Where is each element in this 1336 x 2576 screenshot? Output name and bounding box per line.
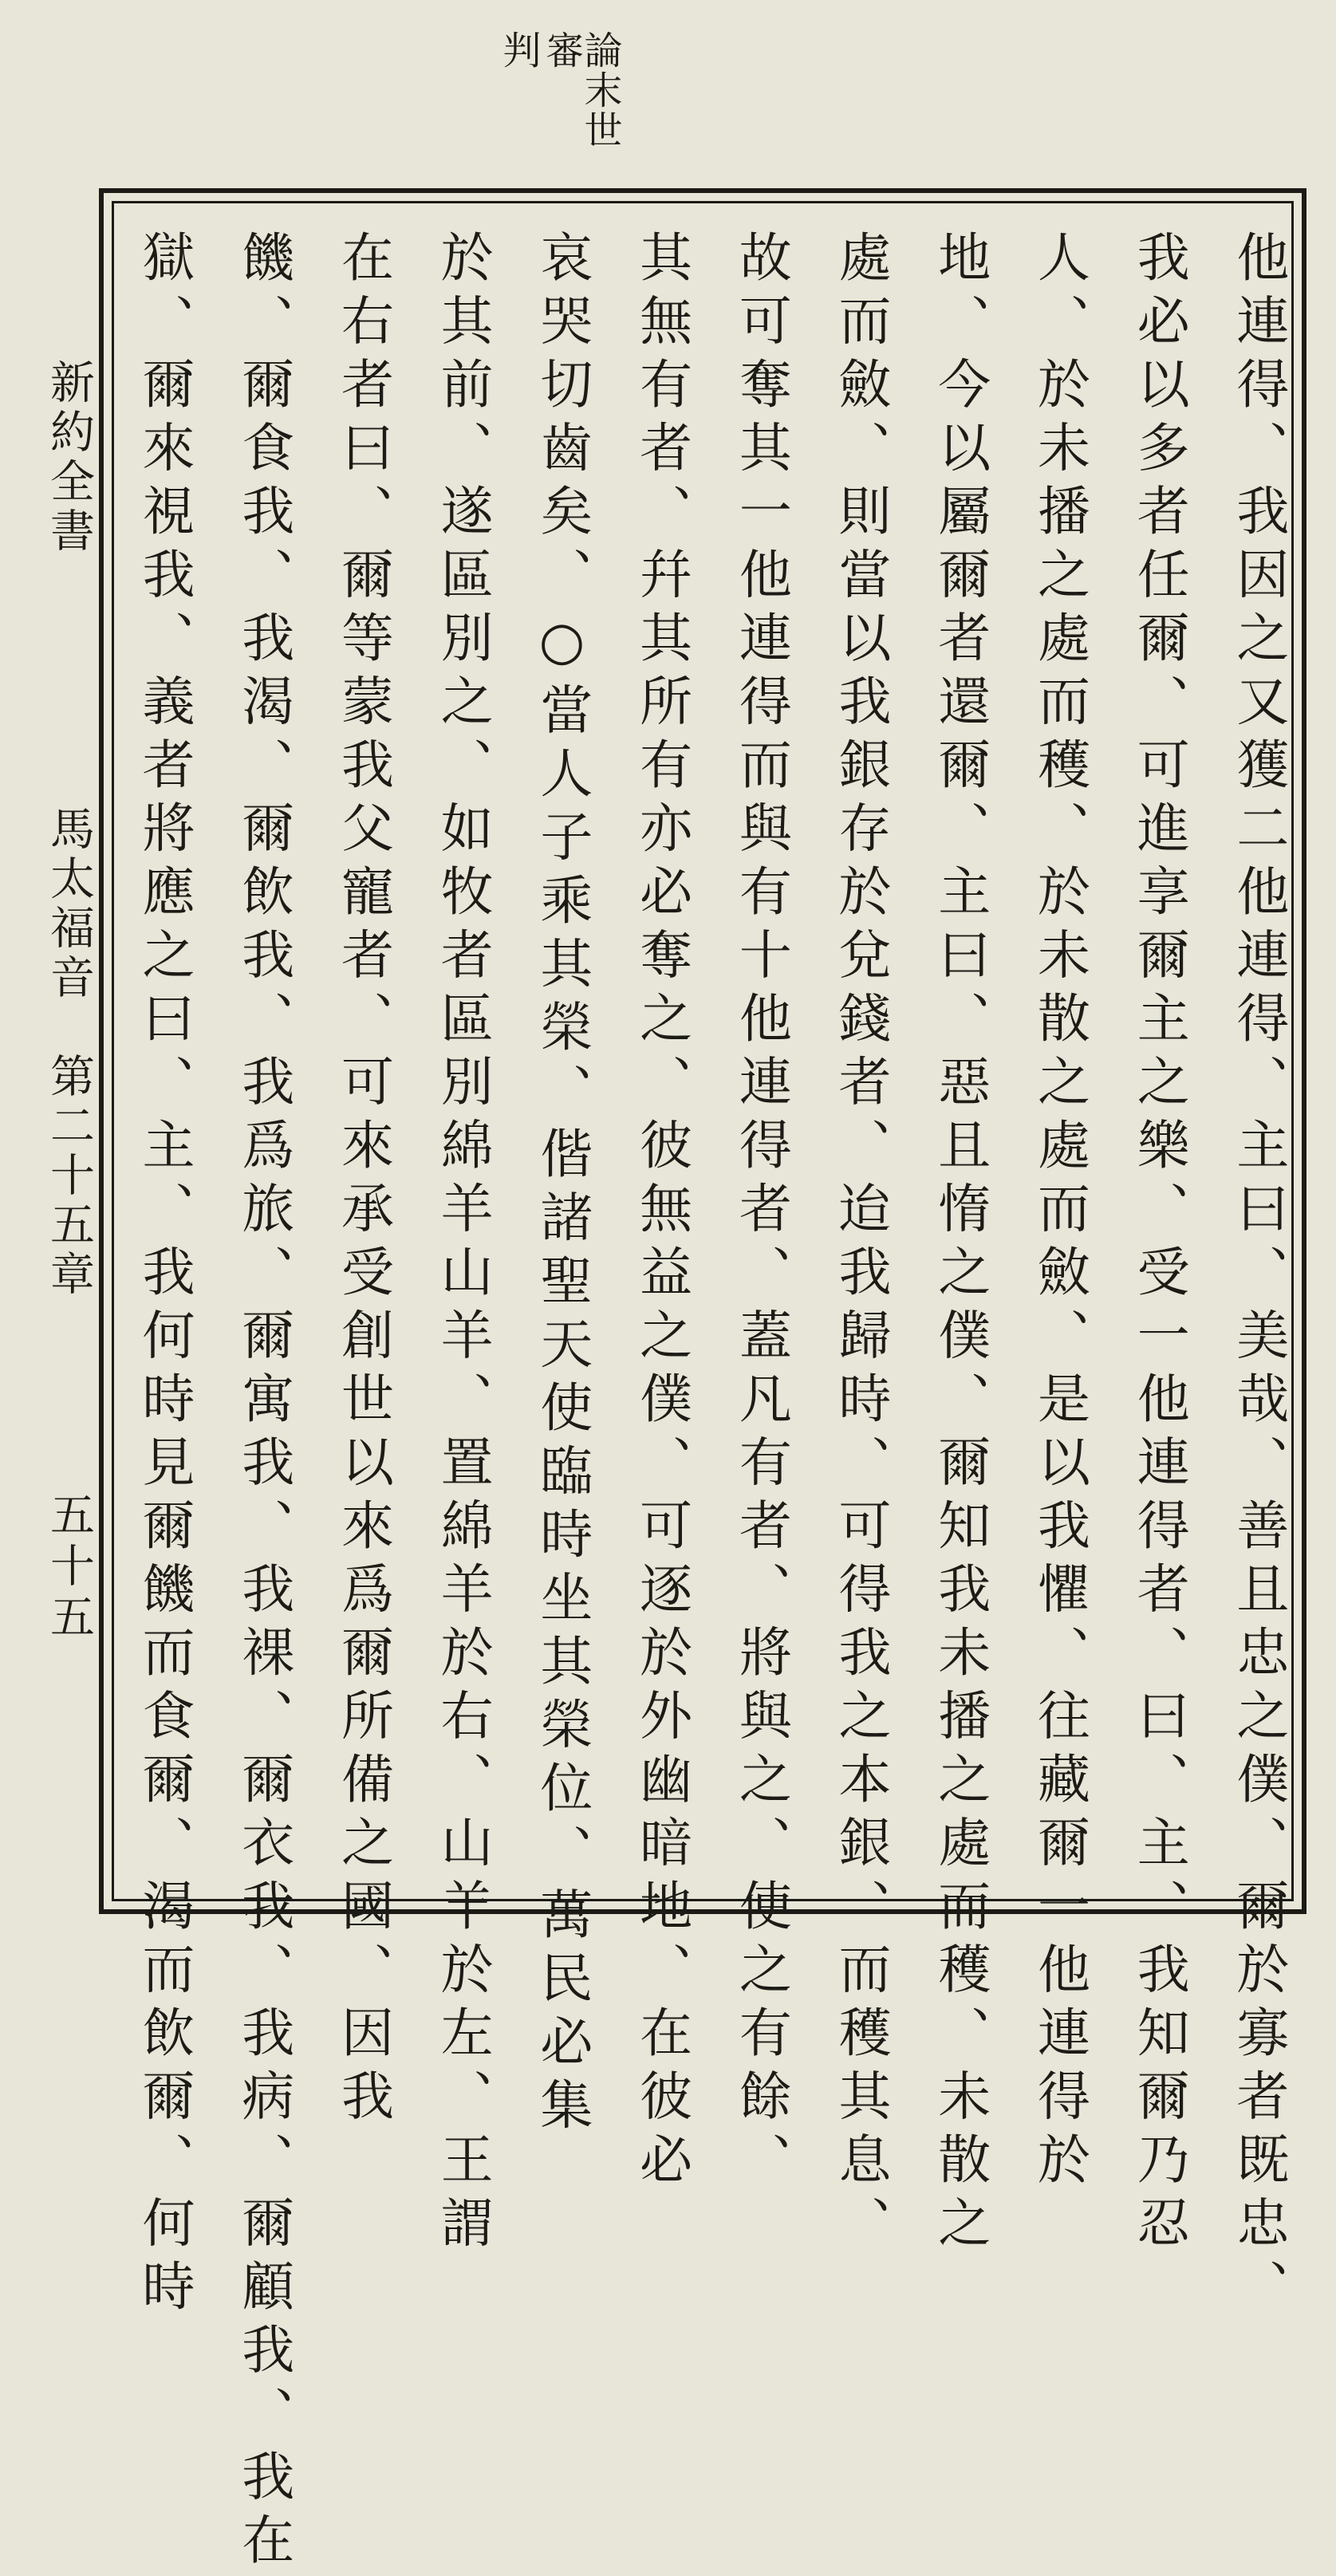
chapter-label: 馬太福音 第二十五章: [43, 805, 95, 1300]
header-line: 判: [496, 30, 541, 70]
book-title: 新約全書: [43, 359, 95, 557]
body-text: [133, 230, 1289, 2576]
page-number: 五十五: [43, 1491, 95, 1644]
running-header: [496, 30, 622, 182]
text-column: 在右者曰、爾等蒙我父寵者、可來承受創世以來爲爾所備之國、因我: [332, 230, 394, 2132]
text-column: 饑、爾食我、我渴、爾飲我、我爲旅、爾寓我、我裸、爾衣我、我病、爾顧我、我在: [232, 230, 294, 2576]
text-column: 哀哭切齒矣、○當人子乘其榮、偕諸聖天使臨時坐其榮位、萬民必集: [530, 230, 593, 2141]
text-column: 我必以多者任爾、可進享爾主之樂、受一他連得者、曰、主、我知爾乃忍: [1128, 230, 1190, 2259]
text-column: 其無有者、幷其所有亦必奪之、彼無益之僕、可逐於外幽暗地、在彼必: [630, 230, 692, 2196]
text-column: 於其前、遂區別之、如牧者區別綿羊山羊、置綿羊於右、山羊於左、王謂: [432, 230, 494, 2259]
text-column: 故可奪其一他連得而與有十他連得者、蓋凡有者、將與之、使之有餘、: [730, 230, 792, 2196]
header-line: 論末世審: [539, 30, 622, 150]
left-margin: [43, 359, 95, 1914]
text-column: 地、今以屬爾者還爾、主曰、惡且惰之僕、爾知我未播之處而穫、未散之: [928, 230, 991, 2259]
text-column: 處而斂、則當以我銀存於兌錢者、迨我歸時、可得我之本銀、而穫其息、: [830, 230, 892, 2259]
text-column: 人、於未播之處而穫、於未散之處而斂、是以我懼、往藏爾一他連得於: [1028, 230, 1090, 2196]
text-column: 他連得、我因之又獲二他連得、主曰、美哉、善且忠之僕、爾於寡者既忠、: [1227, 230, 1289, 2322]
text-column: 獄、爾來視我、義者將應之曰、主、我何時見爾饑而食爾、渴而飲爾、何時: [133, 230, 195, 2322]
